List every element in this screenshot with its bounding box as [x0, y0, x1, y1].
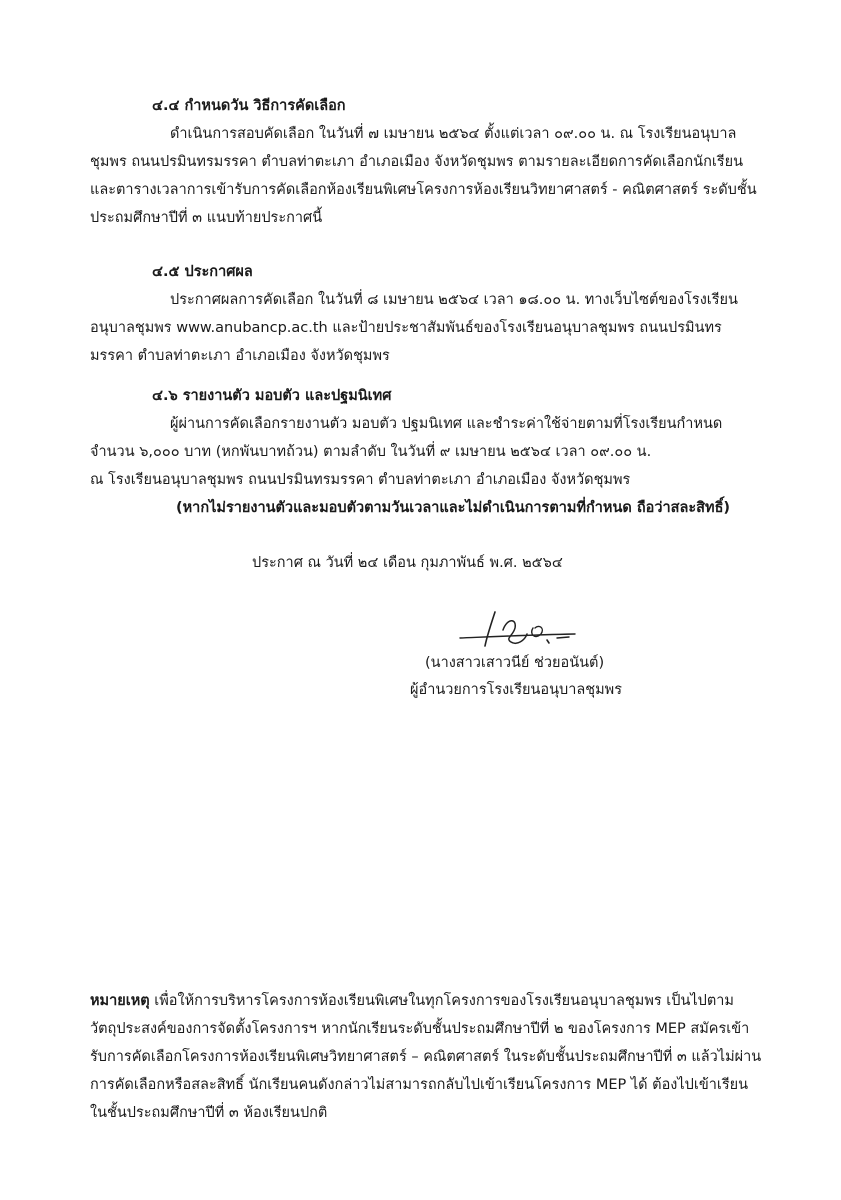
note-first-line-text: เพื่อให้การบริหารโครงการห้องเรียนพิเศษในทุกโครงการของโรงเรียนอนุบาลชุมพร เป็นไปตาม — [149, 993, 734, 1009]
note-line-1 — [90, 991, 734, 1011]
section-4-6-heading: ๔.๖ รายงานตัว มอบตัว และปฐมนิเทศ — [152, 388, 392, 404]
signatory-name: (นางสาวเสาวนีย์ ช่วยอนันต์) — [425, 655, 605, 671]
section-4-4-line-3: และตารางเวลาการเข้ารับการคัดเลือกห้องเรียนพิเศษโครงการห้องเรียนวิทยาศาสตร์ - คณิตศาสตร์ ระดับชั้น — [90, 182, 757, 198]
note-line-2: วัตถุประสงค์ของการจัดตั้งโครงการฯ หากนักเรียนระดับชั้นประถมศึกษาปีที่ ๒ ของโครงการ MEP สมัครเข้า — [90, 1021, 750, 1037]
section-4-4-line-1: ดำเนินการสอบคัดเลือก ในวันที่ ๗ เมษายน ๒๕๖๔ ตั้งแต่เวลา ๐๙.๐๐ น. ณ โรงเรียนอนุบาล — [170, 126, 737, 142]
signatory-position: ผู้อำนวยการโรงเรียนอนุบาลชุมพร — [410, 682, 623, 698]
section-4-6-line-3: ณ โรงเรียนอนุบาลชุมพร ถนนปรมินทรมรรคา ตำบลท่าตะเภา อำเภอเมือง จังหวัดชุมพร — [90, 472, 631, 488]
section-4-4-line-4: ประถมศึกษาปีที่ ๓ แนบท้ายประกาศนี้ — [90, 210, 323, 226]
section-4-4-line-2: ชุมพร ถนนปรมินทรมรรคา ตำบลท่าตะเภา อำเภอเมือง จังหวัดชุมพร ตามรายละเอียดการคัดเลือกนักเรียน — [90, 154, 743, 170]
section-4-4-heading: ๔.๔ กำหนดวัน วิธีการคัดเลือก — [152, 98, 346, 114]
announcement-date: ประกาศ ณ วันที่ ๒๔ เดือน กุมภาพันธ์ พ.ศ. ๒๕๖๔ — [252, 555, 563, 571]
section-4-5-line-2: อนุบาลชุมพร www.anubancp.ac.th และป้ายประชาสัมพันธ์ของโรงเรียนอนุบาลชุมพร ถนนปรมินทร — [90, 320, 722, 336]
note-label: หมายเหตุ — [90, 993, 150, 1009]
note-line-4: การคัดเลือกหรือสละสิทธิ์ นักเรียนคนดังกล่าวไม่สามารถกลับไปเข้าเรียนโครงการ MEP ได้ ต้องไปเข้าเรียน — [90, 1077, 749, 1093]
section-4-5-heading: ๔.๕ ประกาศผล — [152, 264, 253, 280]
section-4-5-line-1: ประกาศผลการคัดเลือก ในวันที่ ๘ เมษายน ๒๕๖๔ เวลา ๑๘.๐๐ น. ทางเว็บไซต์ของโรงเรียน — [170, 292, 738, 308]
handwritten-signature — [455, 604, 585, 654]
section-4-6-line-2: จำนวน ๖,๐๐๐ บาท (หกพันบาทถ้วน) ตามลำดับ ในวันที่ ๙ เมษายน ๒๕๖๔ เวลา ๐๙.๐๐ น. — [90, 444, 652, 460]
section-4-6-warning: (หากไม่รายงานตัวและมอบตัวตามวันเวลาและไม่ดำเนินการตามที่กำหนด ถือว่าสละสิทธิ์) — [176, 500, 731, 516]
note-line-3: รับการคัดเลือกโครงการห้องเรียนพิเศษวิทยาศาสตร์ – คณิตศาสตร์ ในระดับชั้นประถมศึกษาปีที่ ๓ แล้วไม่ผ่าน — [90, 1049, 762, 1065]
note-line-5: ในชั้นประถมศึกษาปีที่ ๓ ห้องเรียนปกติ — [90, 1105, 328, 1121]
section-4-5-line-3: มรรคา ตำบลท่าตะเภา อำเภอเมือง จังหวัดชุมพร — [90, 348, 390, 364]
section-4-6-line-1: ผู้ผ่านการคัดเลือกรายงานตัว มอบตัว ปฐมนิเทศ และชำระค่าใช้จ่ายตามที่โรงเรียนกำหนด — [170, 416, 723, 432]
